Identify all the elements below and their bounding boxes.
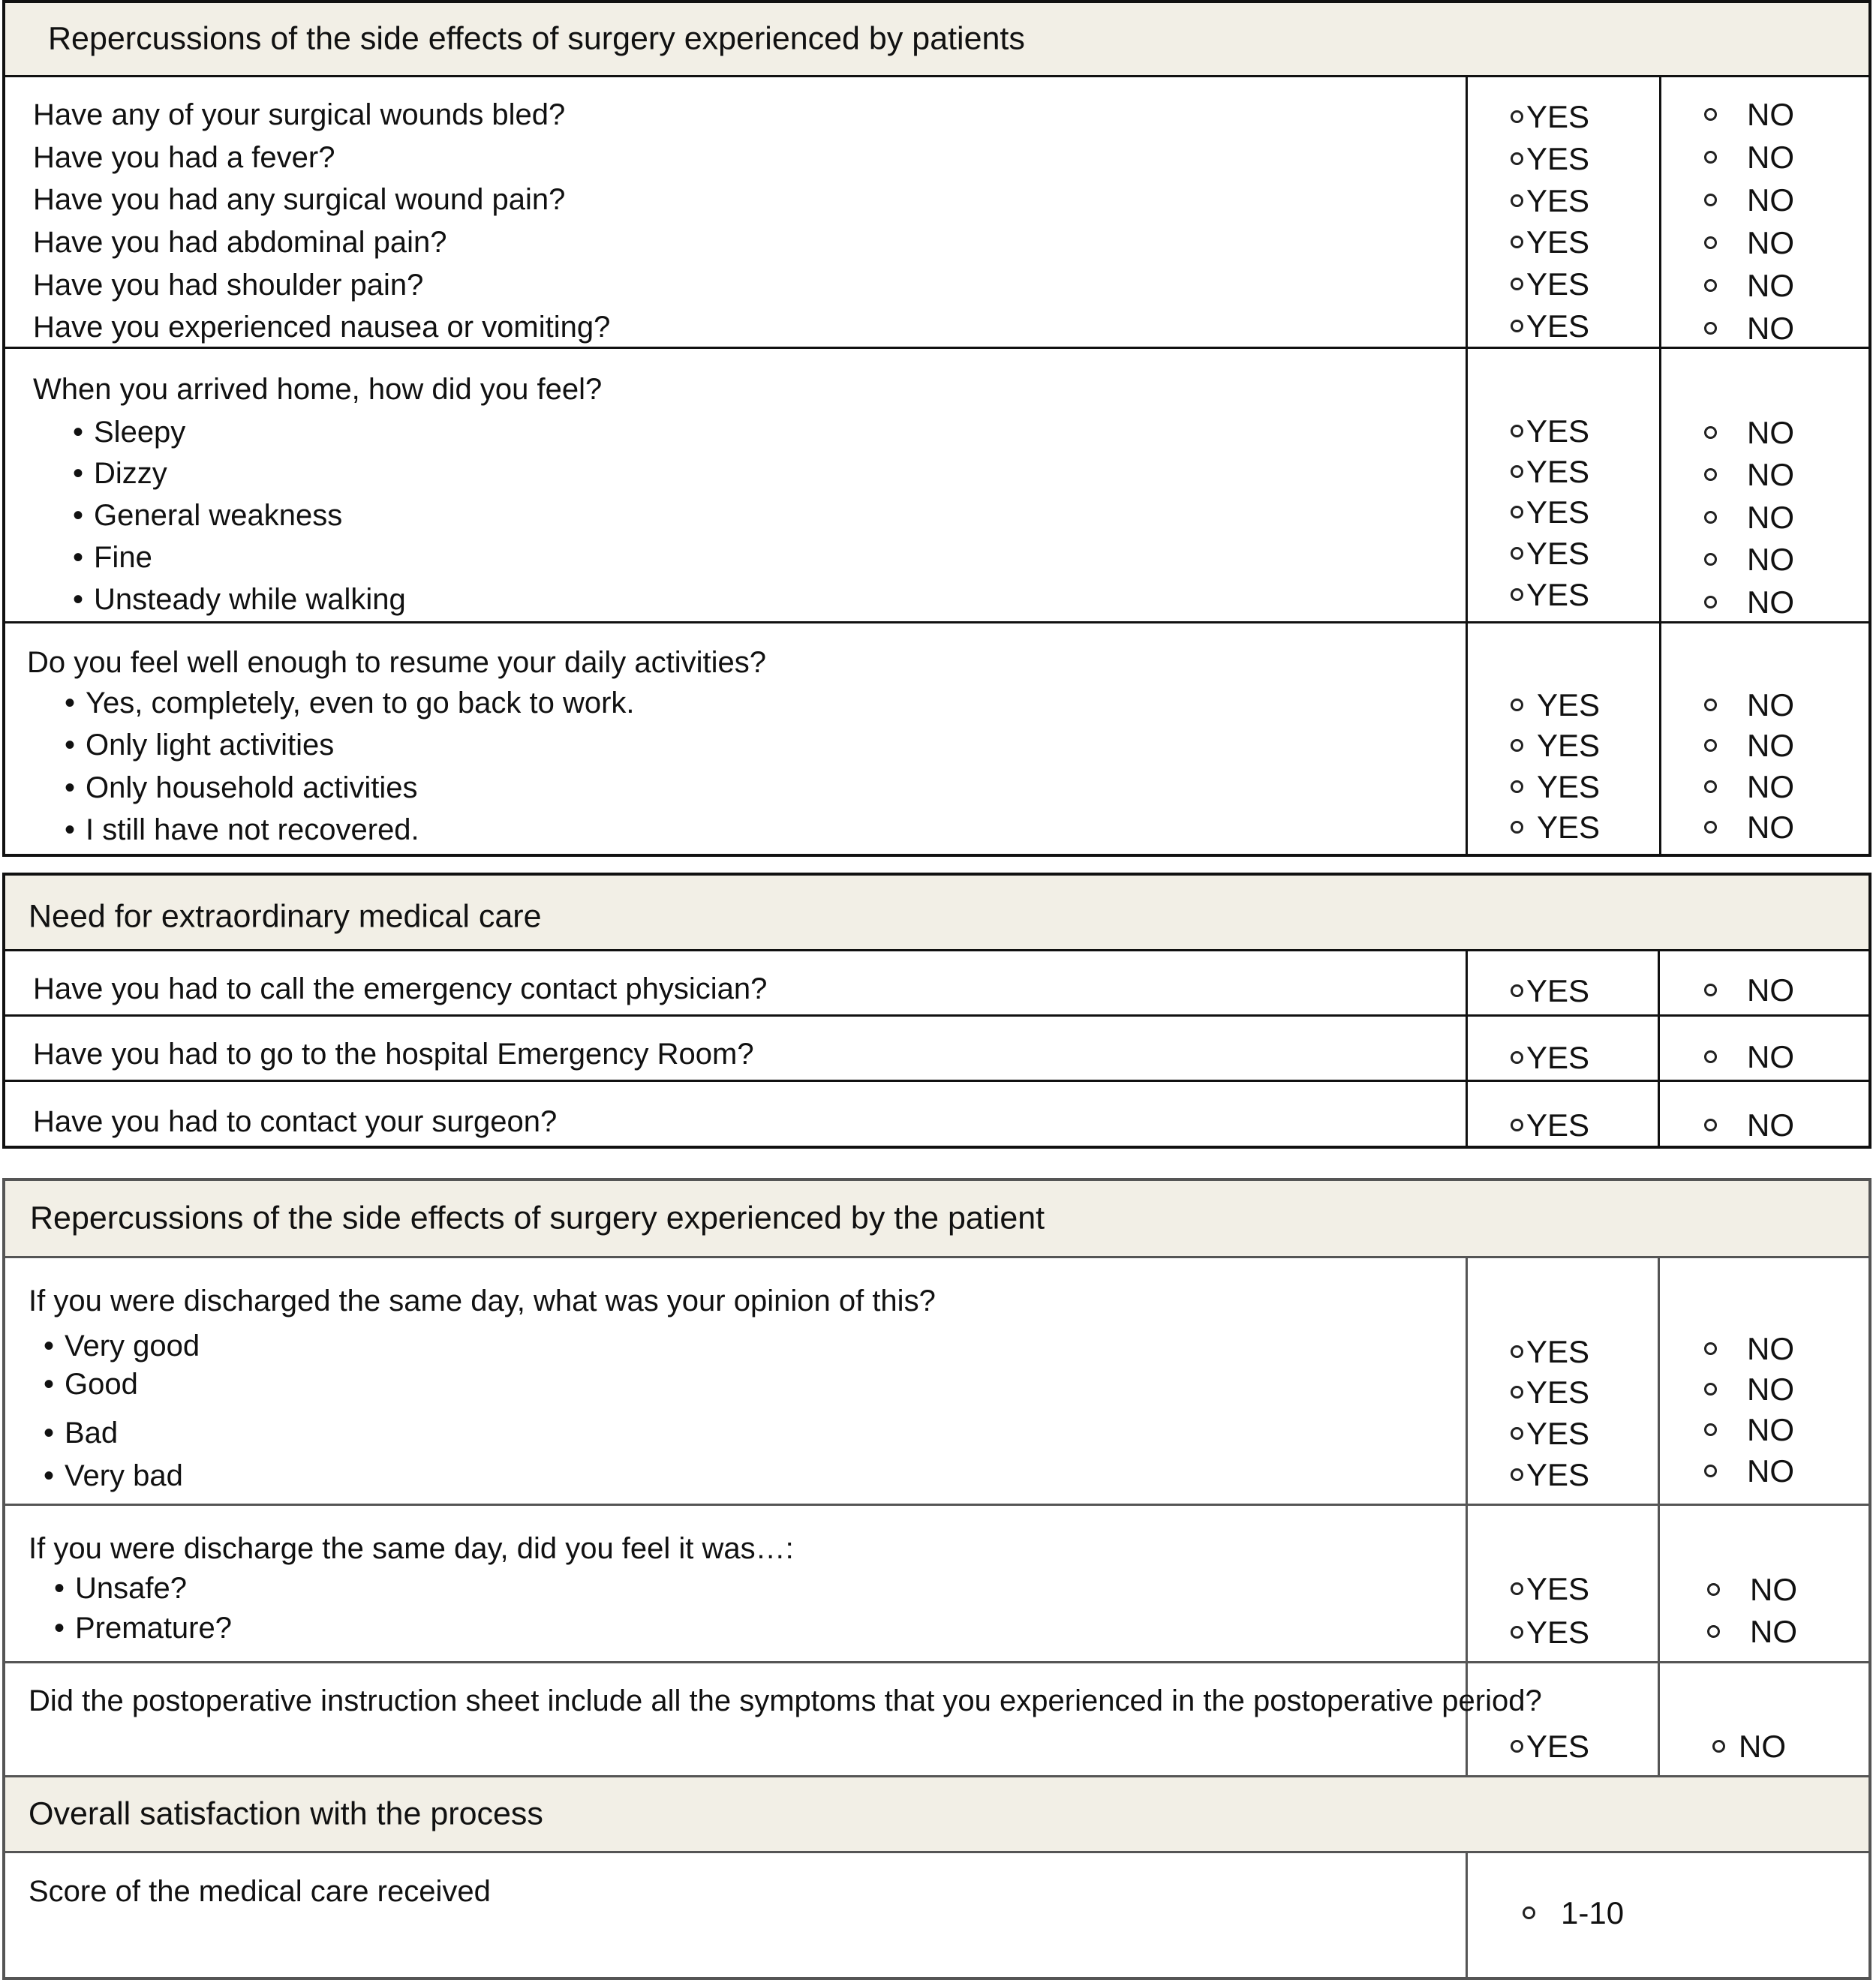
item-very-good: • Very good (44, 1331, 200, 1361)
item-unsteady: • Unsteady while walking (73, 584, 406, 614)
yes-option[interactable]: YES (1511, 771, 1600, 803)
no-option[interactable]: NO (1704, 227, 1794, 259)
yes-option[interactable]: YES (1511, 730, 1600, 762)
radio-circle-icon (1707, 1625, 1720, 1638)
radio-circle-icon (1704, 279, 1717, 292)
item-dizzy: • Dizzy (73, 458, 167, 488)
group-separator (5, 1504, 1868, 1506)
radio-circle-icon (1511, 1582, 1523, 1595)
question-arrival-feeling: When you arrived home, how did you feel? (33, 373, 603, 406)
column-divider (1466, 1256, 1468, 1850)
no-option[interactable]: NO (1704, 975, 1794, 1006)
section-title: Repercussions of the side effects of surgery experienced by the patient (30, 1200, 1045, 1236)
radio-circle-icon (1511, 699, 1523, 711)
panel-side-effects (2, 0, 1871, 857)
radio-circle-icon (1511, 1468, 1523, 1481)
score-option[interactable]: 1-10 (1523, 1897, 1624, 1929)
radio-circle-icon (1704, 739, 1717, 752)
radio-circle-icon (1704, 1423, 1717, 1436)
yes-option[interactable]: YES (1511, 1418, 1589, 1450)
no-option[interactable]: NO (1704, 1110, 1794, 1141)
yes-option[interactable]: YES (1511, 497, 1589, 528)
radio-circle-icon (1511, 588, 1523, 601)
no-option[interactable]: NO (1704, 587, 1794, 618)
question-resume-activities: Do you feel well enough to resume your daily activities? (27, 646, 766, 679)
radio-circle-icon (1704, 426, 1717, 439)
group-separator (5, 621, 1868, 623)
section-title: Repercussions of the side effects of surgery experienced by patients (48, 20, 1025, 57)
radio-circle-icon (1511, 739, 1523, 752)
column-divider (1466, 75, 1468, 854)
radio-circle-icon (1511, 780, 1523, 793)
yes-option[interactable]: YES (1511, 1377, 1589, 1408)
radio-circle-icon (1511, 1051, 1523, 1064)
no-option[interactable]: NO (1704, 417, 1794, 449)
radio-circle-icon (1704, 553, 1717, 566)
yes-option[interactable]: YES (1511, 101, 1589, 133)
yes-option[interactable]: YES (1511, 1617, 1589, 1648)
group-separator (5, 347, 1868, 349)
question-wound-pain: Have you had any surgical wound pain? (33, 183, 566, 216)
question-wounds-bled: Have any of your surgical wounds bled? (33, 98, 566, 131)
yes-option[interactable]: YES (1511, 1110, 1589, 1141)
radio-circle-icon (1511, 152, 1523, 165)
radio-circle-icon (1704, 596, 1717, 608)
yes-option[interactable]: YES (1511, 538, 1589, 569)
column-divider (1658, 1256, 1660, 1850)
no-option[interactable]: NO (1704, 1456, 1794, 1487)
item-not-recovered: • I still have not recovered. (65, 815, 419, 845)
no-option[interactable]: NO (1704, 544, 1794, 575)
radio-circle-icon (1511, 506, 1523, 518)
radio-circle-icon (1511, 1740, 1523, 1753)
no-option[interactable]: NO (1704, 459, 1794, 491)
question-abdominal-pain: Have you had abdominal pain? (33, 226, 447, 259)
yes-option[interactable]: YES (1511, 185, 1589, 217)
radio-circle-icon (1704, 468, 1717, 481)
yes-option[interactable]: YES (1511, 269, 1589, 300)
radio-circle-icon (1704, 1465, 1717, 1477)
radio-circle-icon (1511, 465, 1523, 478)
no-option[interactable]: NO (1704, 99, 1794, 131)
no-option[interactable]: NO (1704, 1374, 1794, 1405)
radio-circle-icon (1511, 1386, 1523, 1399)
radio-circle-icon (1523, 1906, 1535, 1919)
item-completely: • Yes, completely, even to go back to work. (65, 688, 635, 718)
question-instruction-sheet: Did the postoperative instruction sheet include all the symptoms that you experienced in the postoperative period? (29, 1684, 1542, 1717)
yes-option[interactable]: YES (1511, 975, 1589, 1007)
radio-circle-icon (1704, 108, 1717, 121)
yes-option[interactable]: YES (1511, 1042, 1589, 1074)
no-option[interactable]: NO (1704, 730, 1794, 762)
yes-option[interactable]: YES (1511, 456, 1589, 488)
yes-option[interactable]: YES (1511, 579, 1589, 611)
section-title: Overall satisfaction with the process (29, 1795, 543, 1832)
question-emergency-physician: Have you had to call the emergency contact physician? (33, 972, 768, 1005)
radio-circle-icon (1704, 1119, 1717, 1131)
section-header (5, 1775, 1868, 1853)
no-option[interactable]: NO (1707, 1574, 1797, 1606)
radio-circle-icon (1704, 322, 1717, 335)
no-option[interactable]: NO (1704, 502, 1794, 533)
radio-circle-icon (1511, 1626, 1523, 1639)
item-unsafe: • Unsafe? (54, 1573, 187, 1603)
radio-circle-icon (1511, 1345, 1523, 1358)
radio-circle-icon (1511, 1119, 1523, 1131)
column-divider (1659, 75, 1661, 854)
radio-circle-icon (1704, 780, 1717, 793)
question-fever: Have you had a fever? (33, 141, 335, 174)
radio-circle-icon (1511, 425, 1523, 437)
radio-circle-icon (1707, 1583, 1720, 1596)
radio-circle-icon (1511, 821, 1523, 834)
section-header (5, 1181, 1868, 1258)
section-title: Need for extraordinary medical care (29, 898, 542, 935)
radio-circle-icon (1704, 821, 1717, 834)
question-discharge-feeling: If you were discharge the same day, did you feel it was…: (29, 1532, 794, 1565)
panel-extraordinary-care (2, 873, 1871, 1149)
radio-circle-icon (1704, 236, 1717, 249)
radio-circle-icon (1704, 511, 1717, 524)
yes-option[interactable]: YES (1511, 227, 1589, 258)
yes-option[interactable]: YES (1511, 1459, 1589, 1491)
no-option[interactable]: NO (1704, 270, 1794, 302)
question-shoulder-pain: Have you had shoulder pain? (33, 269, 424, 302)
radio-circle-icon (1511, 278, 1523, 290)
radio-circle-icon (1511, 236, 1523, 248)
no-option[interactable]: NO (1704, 1414, 1794, 1446)
item-general-weakness: • General weakness (73, 500, 342, 530)
radio-circle-icon (1704, 1050, 1717, 1063)
radio-circle-icon (1511, 110, 1523, 123)
yes-option[interactable]: YES (1511, 690, 1600, 721)
yes-option[interactable]: YES (1511, 1336, 1589, 1368)
no-option[interactable]: NO (1712, 1731, 1786, 1762)
item-bad: • Bad (44, 1418, 118, 1448)
yes-option[interactable]: YES (1511, 1731, 1589, 1762)
no-option[interactable]: NO (1704, 185, 1794, 216)
group-separator (5, 1661, 1868, 1663)
no-option[interactable]: NO (1704, 313, 1794, 344)
item-fine: • Fine (73, 542, 152, 572)
radio-circle-icon (1511, 320, 1523, 332)
item-household-activities: • Only household activities (65, 773, 417, 803)
question-emergency-room: Have you had to go to the hospital Emergency Room? (33, 1038, 754, 1071)
section-header (5, 876, 1868, 951)
radio-circle-icon (1704, 1383, 1717, 1396)
row-separator (5, 1014, 1868, 1017)
radio-circle-icon (1511, 1427, 1523, 1440)
item-very-bad: • Very bad (44, 1461, 183, 1491)
no-option[interactable]: NO (1707, 1616, 1797, 1648)
question-contact-surgeon: Have you had to contact your surgeon? (33, 1105, 558, 1138)
no-option[interactable]: NO (1704, 812, 1794, 843)
radio-circle-icon (1704, 1342, 1717, 1355)
radio-circle-icon (1704, 194, 1717, 206)
yes-option[interactable]: YES (1511, 311, 1589, 342)
section-header (5, 3, 1868, 77)
column-divider (1466, 949, 1468, 1146)
item-sleepy: • Sleepy (73, 417, 185, 447)
yes-option[interactable]: YES (1511, 416, 1589, 447)
no-option[interactable]: NO (1704, 1333, 1794, 1365)
item-good: • Good (44, 1369, 138, 1399)
no-option[interactable]: NO (1704, 771, 1794, 803)
radio-circle-icon (1712, 1740, 1725, 1753)
radio-circle-icon (1704, 699, 1717, 711)
yes-option[interactable]: YES (1511, 1573, 1589, 1605)
row-separator (5, 1080, 1868, 1082)
question-discharge-opinion: If you were discharged the same day, what was your opinion of this? (29, 1284, 936, 1317)
yes-option[interactable]: YES (1511, 812, 1600, 843)
item-light-activities: • Only light activities (65, 730, 334, 760)
question-nausea: Have you experienced nausea or vomiting? (33, 311, 611, 344)
radio-circle-icon (1511, 194, 1523, 207)
no-option[interactable]: NO (1704, 690, 1794, 721)
radio-circle-icon (1704, 984, 1717, 996)
score-label: Score of the medical care received (29, 1875, 491, 1908)
panel-patient-experience (2, 1178, 1871, 1980)
radio-circle-icon (1511, 984, 1523, 997)
yes-option[interactable]: YES (1511, 143, 1589, 175)
item-premature: • Premature? (54, 1613, 232, 1643)
no-option[interactable]: NO (1704, 1041, 1794, 1073)
radio-circle-icon (1511, 547, 1523, 560)
no-option[interactable]: NO (1704, 142, 1794, 173)
radio-circle-icon (1704, 151, 1717, 164)
column-divider (1658, 949, 1660, 1146)
column-divider (1466, 1851, 1468, 1977)
